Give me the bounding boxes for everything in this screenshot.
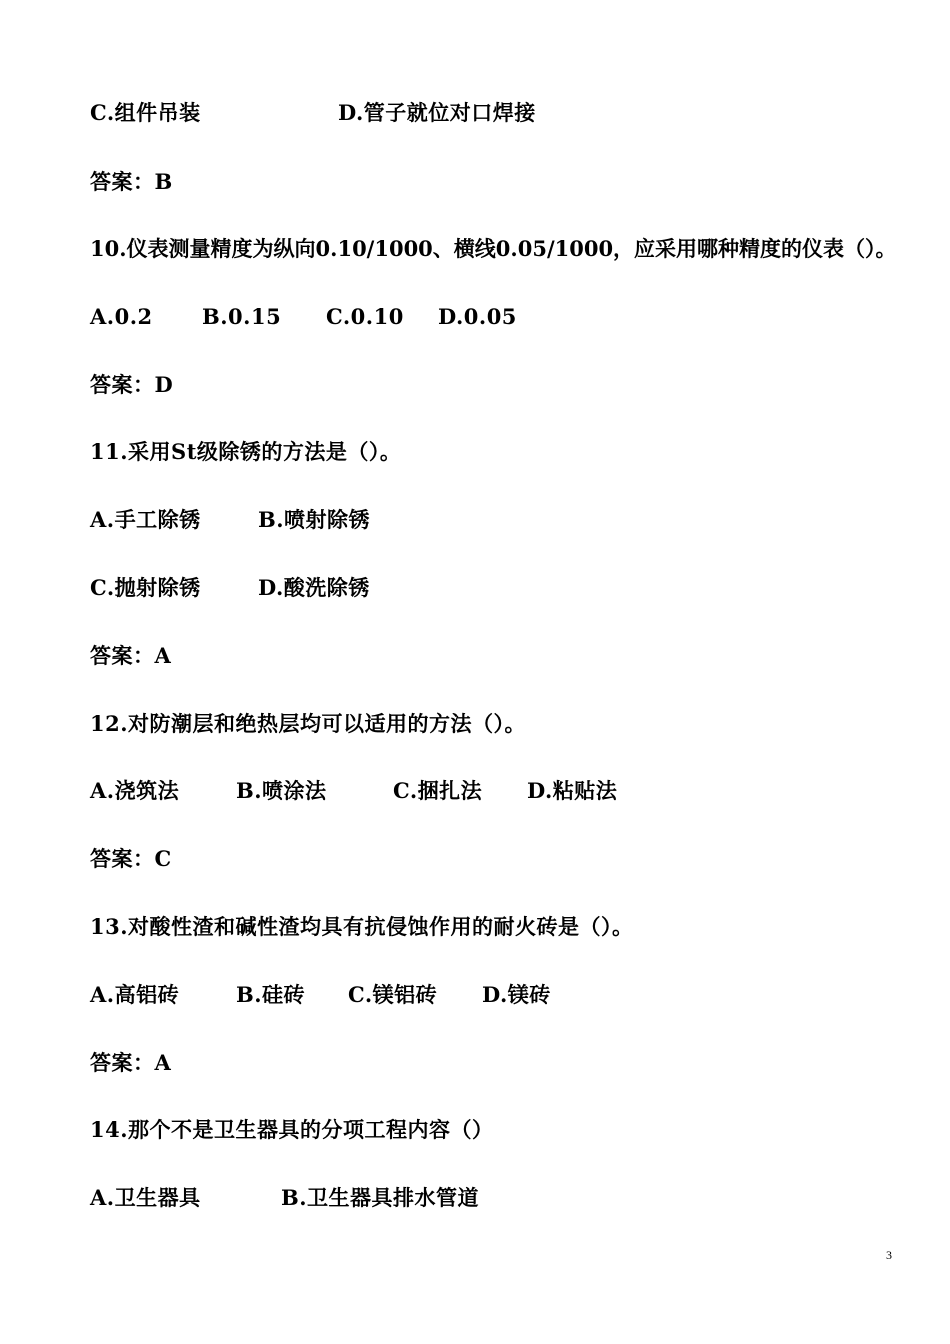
q13-answer: 答案：A [90, 1050, 172, 1075]
q12-option-d: D.粘贴法 [527, 778, 618, 803]
q11-option-b: B.喷射除锈 [258, 507, 371, 532]
q11-answer: 答案：A [90, 643, 172, 668]
q11-option-a: A.手工除锈 [90, 507, 201, 532]
q9-answer: 答案：B [90, 169, 173, 194]
q12-answer: 答案：C [90, 846, 172, 871]
page-number: 3 [886, 1248, 892, 1262]
q13-option-a: A.高铝砖 [90, 982, 180, 1007]
q10-option-d: D.0.05 [438, 304, 517, 329]
q10-option-b: B.0.15 [202, 304, 282, 329]
q11-option-c: C.抛射除锈 [90, 575, 201, 600]
q9-option-d: D.管子就位对口焊接 [338, 100, 536, 125]
q14-option-a: A.卫生器具 [90, 1185, 201, 1210]
q12-option-c: C.捆扎法 [393, 778, 483, 803]
q13-option-d: D.镁砖 [482, 982, 551, 1007]
q10-answer: 答案：D [90, 372, 174, 397]
q11-question: 11.采用St级除锈的方法是（）。 [90, 439, 402, 464]
q10-question: 10.仪表测量精度为纵向0.10/1000、横线0.05/1000，应采用哪种精度的仪表（）。 [90, 236, 897, 261]
q13-option-c: C.镁铝砖 [348, 982, 438, 1007]
q13-option-b: B.硅砖 [236, 982, 306, 1007]
q13-question: 13.对酸性渣和碱性渣均具有抗侵蚀作用的耐火砖是（）。 [90, 914, 634, 939]
q12-option-b: B.喷涂法 [236, 778, 327, 803]
q10-option-a: A.0.2 [90, 304, 153, 329]
q12-question: 12.对防潮层和绝热层均可以适用的方法（）。 [90, 711, 527, 736]
q14-question: 14.那个不是卫生器具的分项工程内容（） [90, 1117, 494, 1142]
q11-option-d: D.酸洗除锈 [258, 575, 370, 600]
q10-option-c: C.0.10 [326, 304, 404, 329]
q12-option-a: A.浇筑法 [90, 778, 180, 803]
q14-option-b: B.卫生器具排水管道 [281, 1185, 480, 1210]
q9-option-c: C.组件吊装 [90, 100, 201, 125]
